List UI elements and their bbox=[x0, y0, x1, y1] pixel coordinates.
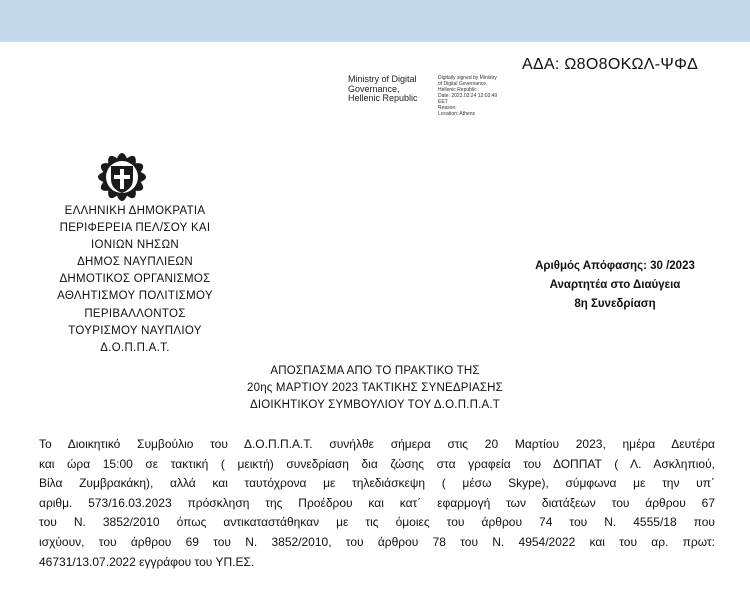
body-line: και ώρα 15:00 σε τακτική ( μεικτή) συνεδρίαση δια ζώσης στα γραφεία του ΔΟΠΠΑΤ ( Λ. Ασκληπιού, bbox=[39, 456, 715, 471]
digital-signature-details bbox=[438, 75, 497, 117]
body-paragraph bbox=[39, 435, 715, 572]
organization-line: ΠΕΡΙΦΕΡΕΙΑ ΠΕΛ/ΣΟΥ ΚΑΙ bbox=[59, 222, 211, 235]
digital-signature-signer bbox=[348, 75, 418, 104]
heading-line: 20ης ΜΑΡΤΙΟΥ 2023 ΤΑΚΤΙΚΗΣ ΣΥΝΕΔΡΙΑΣΗΣ bbox=[247, 382, 503, 394]
top-bar bbox=[0, 0, 750, 42]
organization-line: ΑΘΛΗΤΙΣΜΟΥ ΠΟΛΙΤΙΣΜΟΥ bbox=[57, 290, 213, 303]
signature-detail-line: Date: 2023.03.24 12:03:49 bbox=[438, 93, 498, 99]
body-line: αριθμ. 573/16.03.2023 πρόσκληση της Προέδρου και κατ΄ εφαρμογή των διατάξεων του άρθρου 67 bbox=[39, 495, 715, 510]
signer-line: Hellenic Republic bbox=[348, 93, 418, 103]
body-line: Βίλα Ζυμβρακάκη), αλλά και ταυτόχρονα με τηλεδιάσκεψη ( μέσω Skype), σύμφωνα με την υπ΄ bbox=[39, 476, 715, 491]
ada-code: ΑΔΑ: Ω8Ο8ΟΚΩΛ-ΨΦΔ bbox=[522, 56, 699, 73]
heading-line: ΔΙΟΙΚΗΤΙΚΟΥ ΣΥΜΒΟΥΛΙΟΥ ΤΟΥ Δ.Ο.Π.Π.Α.Τ bbox=[249, 399, 500, 411]
signature-detail-line: of Digital Governance, bbox=[438, 81, 488, 87]
organization-line: Δ.Ο.Π.Π.Α.Τ. bbox=[100, 341, 170, 354]
signature-detail-line: Hellenic Republic bbox=[438, 87, 477, 93]
body-line: του Ν. 3852/2010 όπως αντικαταστάθηκαν με τις όμοιες του άρθρου 74 του Ν. 4555/18 που bbox=[39, 515, 715, 530]
hellenic-republic-emblem-icon bbox=[94, 151, 150, 203]
signer-line: Ministry of Digital bbox=[348, 74, 417, 84]
organization-line: ΠΕΡΙΒΑΛΛΟΝΤΟΣ bbox=[84, 307, 186, 320]
signature-detail-line: Reason: bbox=[438, 105, 457, 111]
organization-line: ΕΛΛΗΝΙΚΗ ΔΗΜΟΚΡΑΤΙΑ bbox=[64, 205, 206, 217]
document-heading bbox=[180, 363, 570, 414]
organization-line: ΔΗΜΟΤΙΚΟΣ ΟΡΓΑΝΙΣΜΟΣ bbox=[59, 273, 211, 286]
decision-info bbox=[470, 257, 750, 314]
body-line: 46731/13.07.2022 εγγράφου του ΥΠ.ΕΣ. bbox=[39, 554, 255, 569]
organization-line: ΙΟΝΙΩΝ ΝΗΣΩΝ bbox=[91, 239, 179, 252]
signature-detail-line: EET bbox=[438, 99, 448, 105]
session-number: 8η Συνεδρίαση bbox=[574, 298, 656, 310]
organization-line: ΤΟΥΡΙΣΜΟΥ ΝΑΥΠΛΙΟΥ bbox=[68, 324, 202, 337]
heading-line: ΑΠΟΣΠΑΣΜΑ ΑΠΟ ΤΟ ΠΡΑΚΤΙΚΟ ΤΗΣ bbox=[270, 365, 480, 377]
diavgeia-posting-note: Αναρτητέα στο Διαύγεια bbox=[549, 279, 681, 291]
organization-line: ΔΗΜΟΣ ΝΑΥΠΛΙΕΩΝ bbox=[77, 256, 193, 269]
signer-line: Governance, bbox=[348, 83, 400, 94]
body-line: Το Διοικητικό Συμβούλιο του Δ.Ο.Π.Π.Α.Τ. συνήλθε σήμερα στις 20 Μαρτίου 2023, ημέρα Δευτέρα bbox=[39, 437, 715, 451]
signature-detail-line: Location: Athens bbox=[438, 111, 475, 117]
decision-number: Αριθμός Απόφασης: 30 /2023 bbox=[535, 260, 695, 272]
issuing-organization bbox=[30, 203, 240, 357]
body-line: ισχύουν, του άρθρου 69 του Ν. 3852/2010, του άρθρου 78 του Ν. 4954/2022 και του αρ. πρωτ: bbox=[39, 534, 715, 549]
signature-detail-line: Digitally signed by Ministry bbox=[438, 75, 497, 81]
